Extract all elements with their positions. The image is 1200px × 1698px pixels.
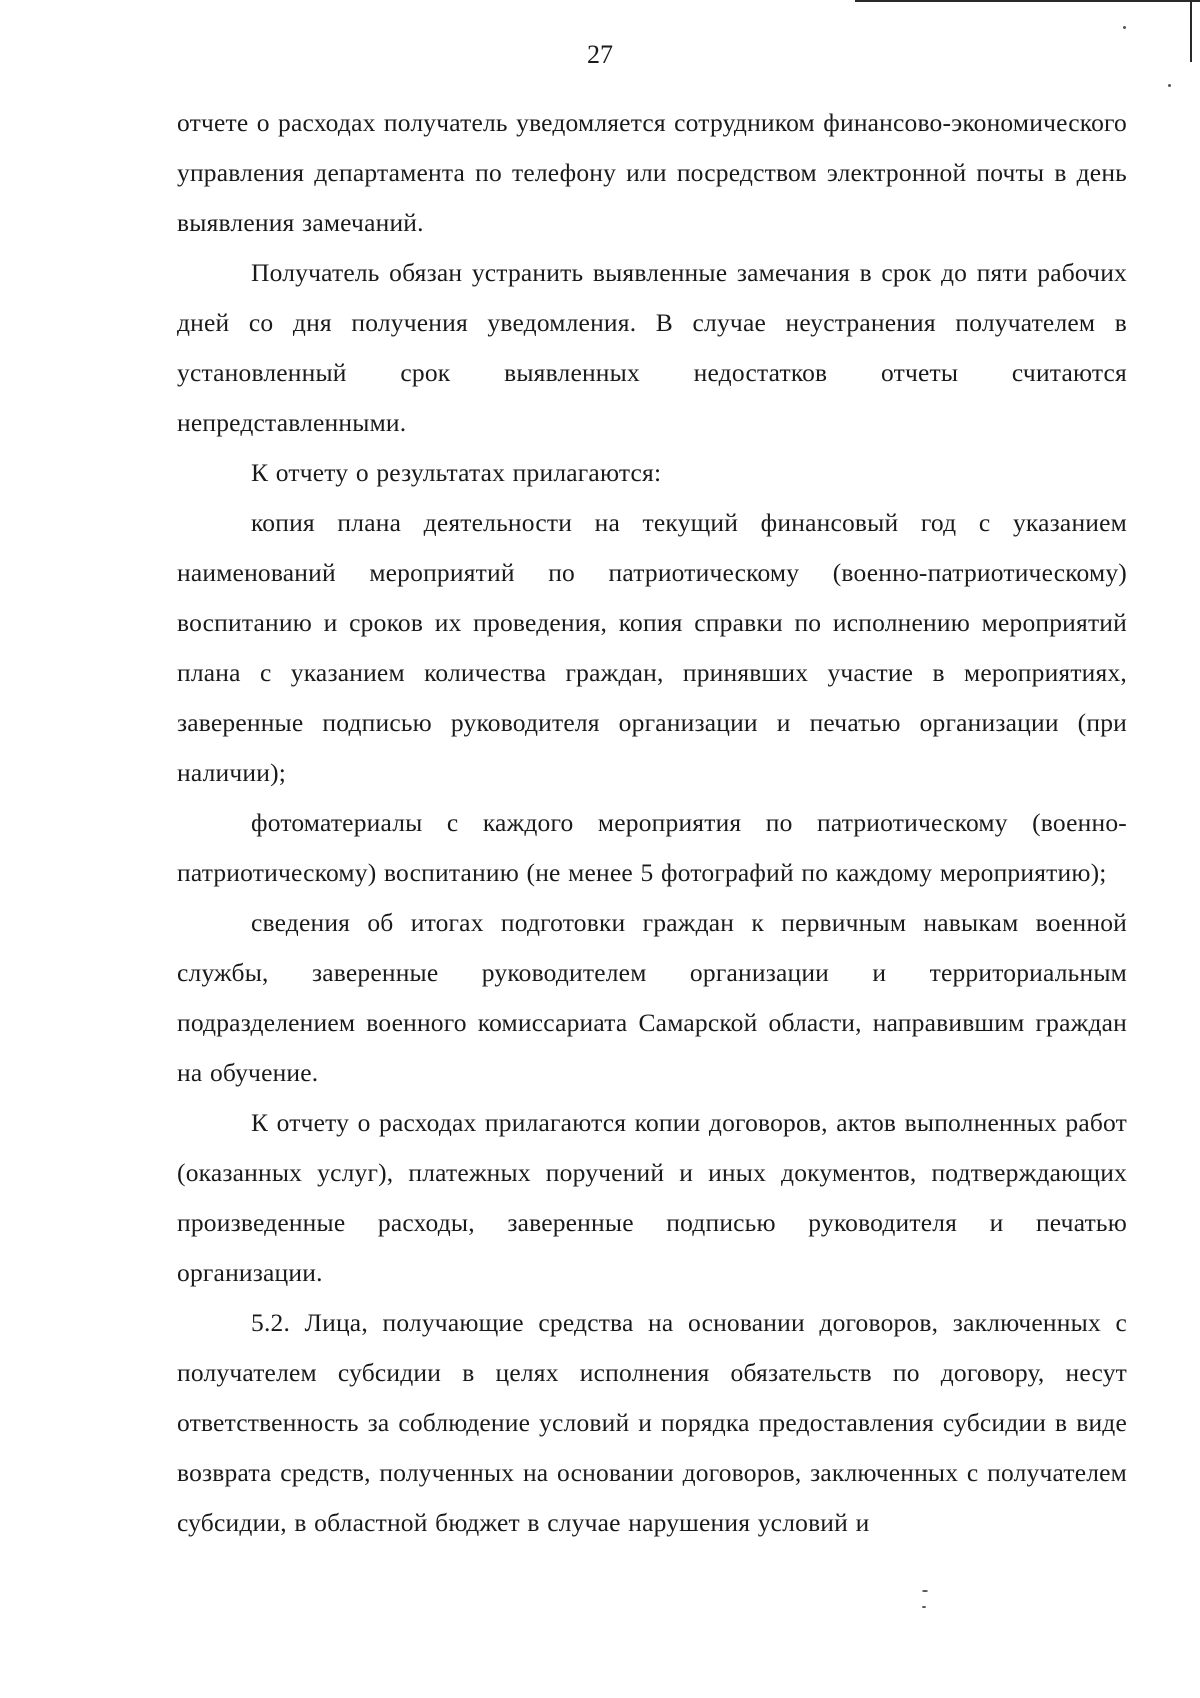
paragraph-expense-attachments: К отчету о расходах прилагаются копии договоров, актов выполненных работ (оказанных услуг), платежных поручений и иных документов, подтверждающих произведенные расходы, заверенные подписью руководителя и печатью организации. — [177, 1108, 1127, 1287]
document-body — [177, 98, 1127, 1548]
page-number: 27 — [587, 40, 613, 69]
paragraph-training-results: сведения об итогах подготовки граждан к первичным навыкам военной службы, заверенные руководителем организации и территориальным подразделением военного комиссариата Самарской области, направившим граждан на обучение. — [177, 908, 1127, 1087]
scan-edge-top — [855, 0, 1200, 2]
scan-speck — [1168, 84, 1171, 87]
paragraph-results-attachments-intro: К отчету о результатах прилагаются: — [251, 458, 662, 487]
paragraph-plan-copy: копия плана деятельности на текущий финансовый год с указанием наименований мероприятий по патриотическому (военно-патриотическому) воспитанию и сроков их проведения, копия справки по исполнению мероприятий плана с указанием количества граждан, принявших участие в мероприятиях, заверенные подписью руководителя организации и печатью организации (при наличии); — [177, 508, 1127, 787]
paragraph-remarks-deadline: Получатель обязан устранить выявленные замечания в срок до пяти рабочих дней со дня получения уведомления. В случае неустранения получателем в установленный срок выявленных недостатков отчеты считаются непредставленными. — [177, 258, 1127, 437]
scan-speck — [922, 1590, 928, 1592]
scan-speck — [922, 1606, 926, 1608]
scan-speck — [1123, 26, 1126, 29]
paragraph-recipient-notification: отчете о расходах получатель уведомляется сотрудником финансово-экономического управления департамента по телефону или посредством электронной почты в день выявления замечаний. — [177, 108, 1127, 237]
paragraph-section-5-2: 5.2. Лица, получающие средства на основании договоров, заключенных с получателем субсидии в целях исполнения обязательств по договору, несут ответственность за соблюдение условий и порядка предоставления субсидии в виде возврата средств, полученных на основании договоров, заключенных с получателем субсидии, в областной бюджет в случае нарушения условий и — [177, 1308, 1127, 1537]
paragraph-photo-materials: фотоматериалы с каждого мероприятия по патриотическому (военно-патриотическому) воспитанию (не менее 5 фотографий по каждому мероприятию); — [177, 808, 1127, 887]
